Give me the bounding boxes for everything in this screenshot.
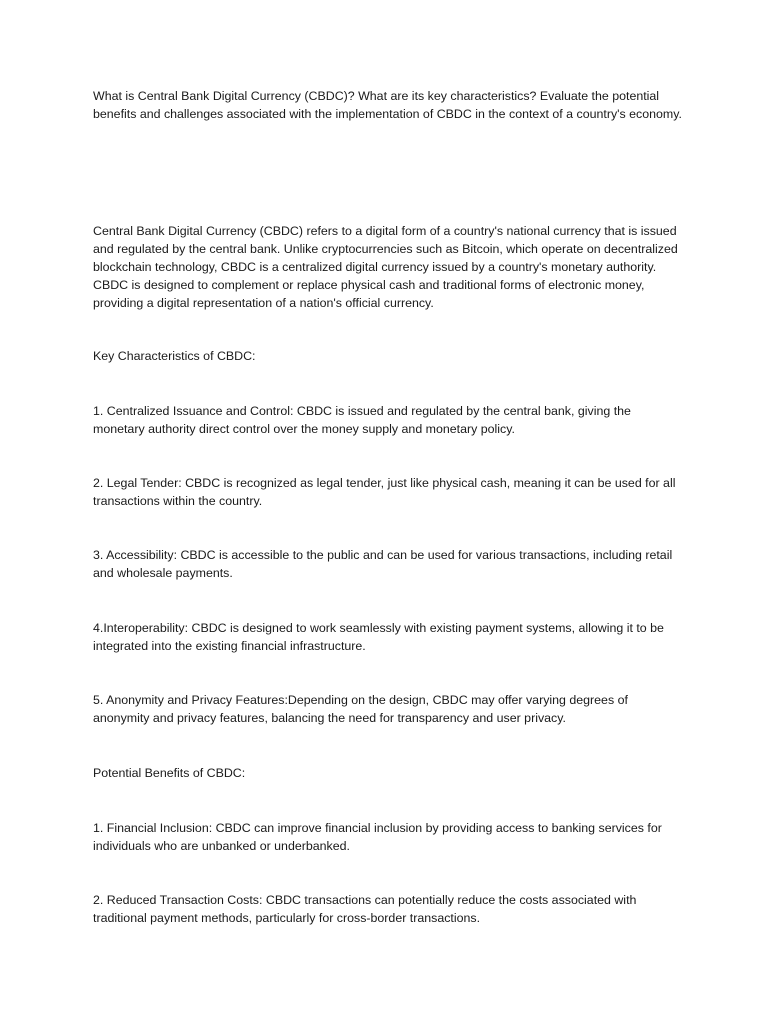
question-paragraph: What is Central Bank Digital Currency (CBDC)? What are its key characteristics? Evaluate the potential benefits and challenges associated with the implementation of CBDC in the context of a country's economy. xyxy=(93,89,682,121)
characteristic-item: 3. Accessibility: CBDC is accessible to the public and can be used for various transactions, including retail and wholesale payments. xyxy=(93,548,673,580)
intro-paragraph: Central Bank Digital Currency (CBDC) refers to a digital form of a country's national currency that is issued and regulated by the central bank. Unlike cryptocurrencies such as Bitcoin, which operate on decentralized blockchain technology, CBDC is a centralized digital currency issued by a country's monetary authority. CBDC is designed to complement or replace physical cash and traditional forms of electronic money, providing a digital representation of a nation's official currency. xyxy=(93,224,678,310)
characteristic-item: 4.Interoperability: CBDC is designed to work seamlessly with existing payment systems, allowing it to be integrated into the existing financial infrastructure. xyxy=(93,621,664,653)
characteristics-heading: Key Characteristics of CBDC: xyxy=(93,349,256,363)
benefits-heading: Potential Benefits of CBDC: xyxy=(93,766,246,780)
characteristic-item: 2. Legal Tender: CBDC is recognized as legal tender, just like physical cash, meaning it can be used for all transactions within the country. xyxy=(93,476,676,508)
benefit-item: 2. Reduced Transaction Costs: CBDC transactions can potentially reduce the costs associated with traditional payment methods, particularly for cross-border transactions. xyxy=(93,893,637,925)
characteristic-item: 1. Centralized Issuance and Control: CBDC is issued and regulated by the central bank, giving the monetary authority direct control over the money supply and monetary policy. xyxy=(93,404,631,436)
benefit-item: 1. Financial Inclusion: CBDC can improve financial inclusion by providing access to banking services for individuals who are unbanked or underbanked. xyxy=(93,821,662,853)
characteristic-item: 5. Anonymity and Privacy Features:Depending on the design, CBDC may offer varying degrees of anonymity and privacy features, balancing the need for transparency and user privacy. xyxy=(93,693,628,725)
